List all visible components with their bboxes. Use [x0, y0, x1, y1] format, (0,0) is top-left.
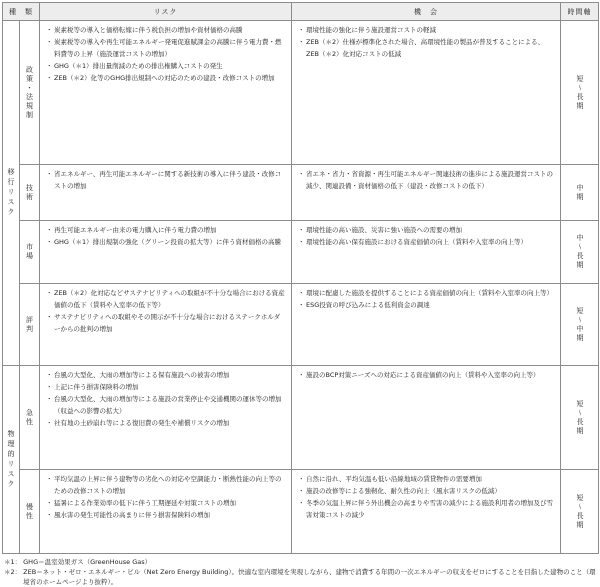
- footnote-text: GHG＝温室効果ガス（GreenHouse Gas）: [23, 558, 152, 566]
- footnote-label: ＊2：: [4, 568, 22, 576]
- header-opportunity: 機 会: [292, 3, 561, 21]
- table-row: [3, 21, 599, 165]
- climate-risk-table: [2, 2, 599, 554]
- list-item: ・ 環境に配慮した施設を提供することによる資産価値の向上（賃料や入室率の向上等）: [298, 287, 554, 299]
- list-item: ・ 環境性能の強化に伴う施設運営コストの軽減: [298, 24, 554, 36]
- subtype-cell: 評判: [20, 284, 40, 366]
- list-item: ・ ZEB（＊2）化等のGHG排出規制への対応のための建設・改修コストの増加: [46, 72, 285, 84]
- period-cell: 中〜長期: [561, 221, 599, 284]
- list-item: ・ 施設のBCP対策ニーズへの対応による資産価値の向上（賃料や入室率の向上等）: [298, 369, 554, 381]
- opportunity-cell: [292, 470, 561, 554]
- list-item: ・ 社有地の土砂崩れ等による復旧費の発生や補償リスクの増加: [46, 417, 285, 429]
- list-item: ・ ZEB（＊2）仕様が標準化された場合、高環境性能の製品が普及することによる、ZEB（＊2）化対応コストの低減: [298, 36, 554, 60]
- period-cell: 中期: [561, 165, 599, 221]
- list-item: ・ 自然に沿れ、平均気温も低い沿線地域の賃貸物件の需要増加: [298, 473, 554, 485]
- opportunity-cell: [292, 366, 561, 470]
- table-header-row: [3, 3, 599, 21]
- period-cell: 短〜長期: [561, 21, 599, 165]
- table-row: [3, 221, 599, 284]
- table-row: [3, 165, 599, 221]
- category-transition-risk: 移行リスク: [3, 21, 20, 366]
- subtype-cell: 慢性: [20, 470, 40, 554]
- list-item: ・ 炭素税等の導入や再生可能エネルギー発電促進賦課金の高騰に伴う電力費・燃料費等の上昇（施設運営コストの増加）: [46, 36, 285, 60]
- footnote-text: ZEB＝ネット・ゼロ・エネルギー・ビル（Net Zero Energy Building）。快適な室内環境を実現しながら、建物で消費する年間の一次エネルギーの収支をゼロにすることを目指した建物のこと（環境省のホームページより抜粋）。: [23, 568, 596, 586]
- list-item: ・ 省エネルギー、再生可能エネルギーに関する新技術の導入に伴う建設・改修コストの増加: [46, 168, 285, 192]
- list-item: ・ 炭素税等の導入と価格転嫁に伴う税負担の増加や資材価格の高騰: [46, 24, 285, 36]
- list-item: ・ 冬季の気温上昇に伴う外出機会の高まりや雪害の減少による施設利用者の増加及び雪害対策コストの減少: [298, 497, 554, 521]
- subtype-cell: 急性: [20, 366, 40, 470]
- list-item: ・ サステナビリティへの取組やその開示が不十分な場合におけるステークホルダーからの批判の増加: [46, 311, 285, 335]
- header-risk: リスク: [40, 3, 292, 21]
- footnote: [4, 557, 596, 567]
- list-item: ・ 再生可能エネルギー由来の電力購入に伴う電力費の増加: [46, 224, 285, 236]
- list-item: ・ 平均気温の上昇に伴う建物等の劣化への対応や空調能力・断熱性能の向上等のための改修コストの増加: [46, 473, 285, 497]
- risk-cell: [40, 165, 292, 221]
- list-item: ・ 猛暑による作業効率の低下に伴う工期遅延や対策コストの増加: [46, 497, 285, 509]
- list-item: ・ 環境性能の高い保有施設における資産価値の向上（賃料や入室率の向上等）: [298, 236, 554, 248]
- risk-cell: [40, 470, 292, 554]
- period-cell: 短〜長期: [561, 470, 599, 554]
- table-row: [3, 284, 599, 366]
- list-item: ・ 上記に伴う損害保険料の増加: [46, 381, 285, 393]
- risk-cell: [40, 366, 292, 470]
- list-item: ・ 台風の大型化、大雨の増加等による施設の営業停止や交通機関の運休等の増加（収益への影響の拡大）: [46, 393, 285, 417]
- list-item: ・ GHG（＊1）排出規制の強化（グリーン投資の拡大等）に伴う資材価格の高騰: [46, 236, 285, 248]
- list-item: ・ ZEB（＊2）化対応などサステナビリティへの取組が不十分な場合における資産価値の低下（賃料や入室率の低下等）: [46, 287, 285, 311]
- opportunity-cell: [292, 284, 561, 366]
- risk-cell: [40, 21, 292, 165]
- list-item: ・ ESG投資の呼び込みによる低利資金の調達: [298, 299, 554, 311]
- period-cell: 短〜長期: [561, 366, 599, 470]
- table-row: [3, 366, 599, 470]
- opportunity-cell: [292, 221, 561, 284]
- list-item: ・ 省エネ・省力・省資源・再生可能エネルギー関連技術の進歩による施設運営コストの減少、関連設備・資材価格の低下（建設・改修コストの低下）: [298, 168, 554, 192]
- list-item: ・ 施設の改修等による強靭化、耐久性の向上（風水害リスクの低減）: [298, 485, 554, 497]
- list-item: ・ 環境性能の高い施設、災害に強い施設への需要の増加: [298, 224, 554, 236]
- footnote-label: ＊1：: [4, 558, 22, 566]
- list-item: ・ 台風の大型化、大雨の増加等による保有施設への被害の増加: [46, 369, 285, 381]
- risk-cell: [40, 221, 292, 284]
- subtype-cell: 技術: [20, 165, 40, 221]
- header-type: 種 類: [3, 3, 40, 21]
- table-row: [3, 470, 599, 554]
- subtype-cell: 政策・法規制: [20, 21, 40, 165]
- subtype-cell: 市場: [20, 221, 40, 284]
- period-cell: 短〜中期: [561, 284, 599, 366]
- risk-cell: [40, 284, 292, 366]
- list-item: ・ GHG（＊1）排出量削減のための排出権購入コストの発生: [46, 60, 285, 72]
- list-item: ・ 風水害の発生可能性の高まりに伴う損害保険料の増加: [46, 509, 285, 521]
- opportunity-cell: [292, 165, 561, 221]
- header-period: 時間軸: [561, 3, 599, 21]
- opportunity-cell: [292, 21, 561, 165]
- footnote: [4, 567, 596, 587]
- footnotes: [4, 557, 596, 587]
- category-physical-risk: 物理的リスク: [3, 366, 20, 554]
